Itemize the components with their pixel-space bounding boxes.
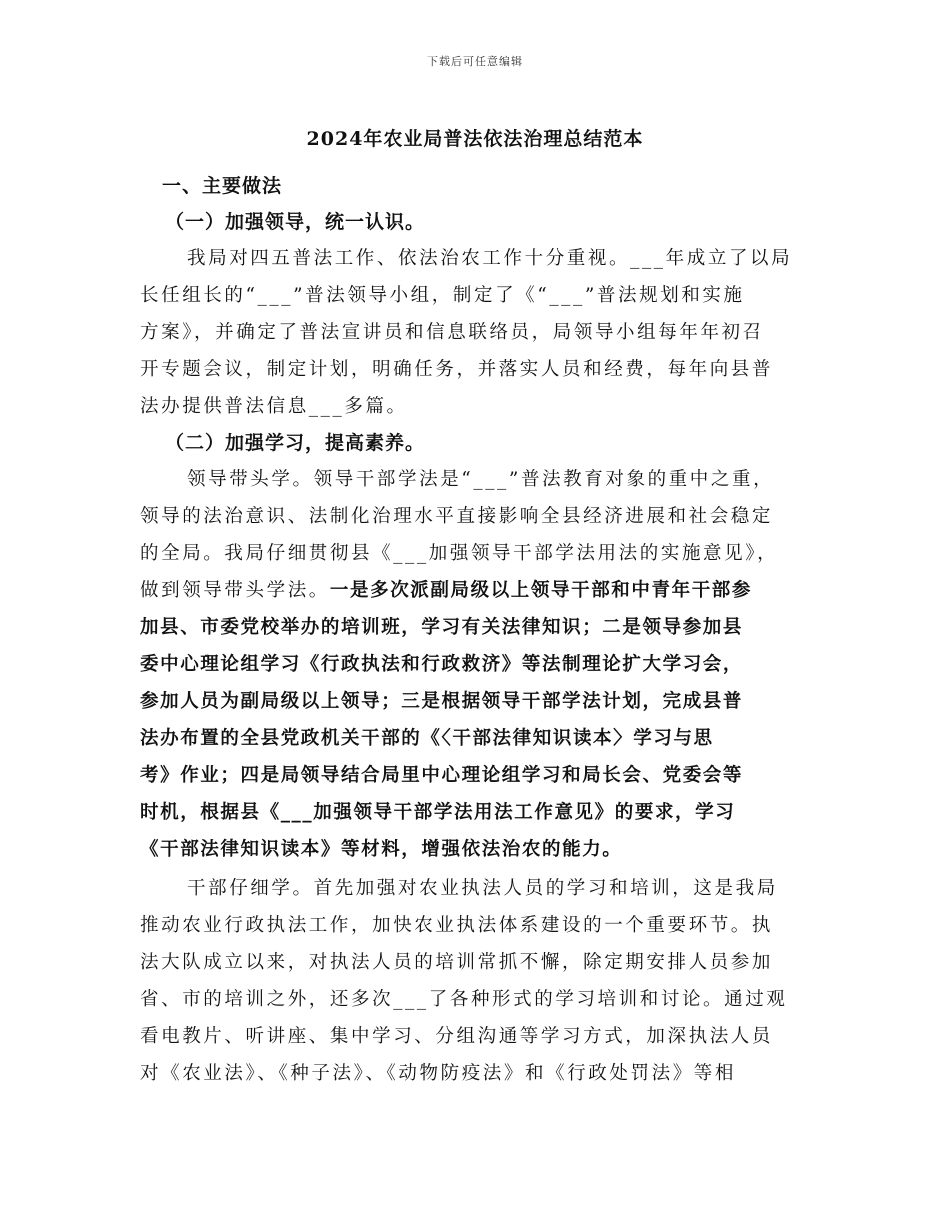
paragraph-leaders-study <box>140 461 812 868</box>
text-line: 省、市的培训之外，还多次___了各种形式的学习培训和讨论。通过观 <box>140 989 788 1010</box>
text-line-bold: 委中心理论组学习《行政执法和行政救济》等法制理论扩大学习会， <box>140 654 744 675</box>
text-line-mixed <box>140 572 812 609</box>
page-header-note: 下载后可任意编辑 <box>427 55 523 68</box>
text-line: 的全局。我局仔细贯彻县《___加强领导干部学法用法的实施意见》， <box>140 543 779 564</box>
text-line: 法办提供普法信息___多篇。 <box>140 396 408 417</box>
text-line-bold: 考》作业；四是局领导结合局里中心理论组学习和局长会、党委会等 <box>140 765 744 786</box>
paragraph-leadership <box>140 240 812 425</box>
text-line-bold: 《干部法律知识读本》等材料，增强依法治农的能力。 <box>140 839 623 860</box>
text-line: 长任组长的“___”普法领导小组，制定了《“___”普法规划和实施 <box>140 285 745 306</box>
text-normal-run: 做到领导带头学法。 <box>140 580 330 601</box>
text-line: 领导的法治意识、法制化治理水平直接影响全县经济进展和社会稳定 <box>140 506 774 527</box>
text-line-bold: 法办布置的全县党政机关干部的《〈干部法律知识读本〉学习与思 <box>140 728 714 749</box>
section-heading-main-practices: 一、主要做法 <box>162 175 283 197</box>
text-line-bold: 时机，根据县《___加强领导干部学法用法工作意见》的要求，学习 <box>140 802 736 823</box>
text-line: 方案》，并确定了普法宣讲员和信息联络员，局领导小组每年年初召 <box>140 322 764 343</box>
subsection-heading-leadership: （一）加强领导，统一认识。 <box>165 211 426 233</box>
text-line: 法大队成立以来，对执法人员的培训常抓不懈，除定期安排人员参加 <box>140 952 774 973</box>
subsection-heading-study: （二）加强学习，提高素养。 <box>165 432 426 454</box>
text-line-bold: 加县、市委党校举办的培训班，学习有关法律知识；二是领导参加县 <box>140 617 744 638</box>
paragraph-staff-study <box>140 870 812 1092</box>
text-line: 对《农业法》、《种子法》、《动物防疫法》和《行政处罚法》等相 <box>140 1063 737 1084</box>
text-line: 干部仔细学。首先加强对农业执法人员的学习和培训，这是我局 <box>187 878 778 899</box>
text-line: 领导带头学。领导干部学法是“___”普法教育对象的重中之重， <box>187 469 775 490</box>
text-line: 看电教片、听讲座、集中学习、分组沟通等学习方式，加深执法人员 <box>140 1026 774 1047</box>
text-line: 开专题会议，制定计划，明确任务，并落实人员和经费，每年向县普 <box>140 359 774 380</box>
document-body <box>140 168 812 1092</box>
text-bold-run: 一是多次派副局级以上领导干部和中青年干部参 <box>329 580 753 601</box>
text-line-bold: 参加人员为副局级以上领导；三是根据领导干部学法计划，完成县普 <box>140 691 744 712</box>
document-title: 2024年农业局普法依法治理总结范本 <box>306 128 644 150</box>
text-line: 我局对四五普法工作、依法治农工作十分重视。___年成立了以局 <box>187 248 793 269</box>
text-line: 推动农业行政执法工作，加快农业执法体系建设的一个重要环节。执 <box>140 915 774 936</box>
